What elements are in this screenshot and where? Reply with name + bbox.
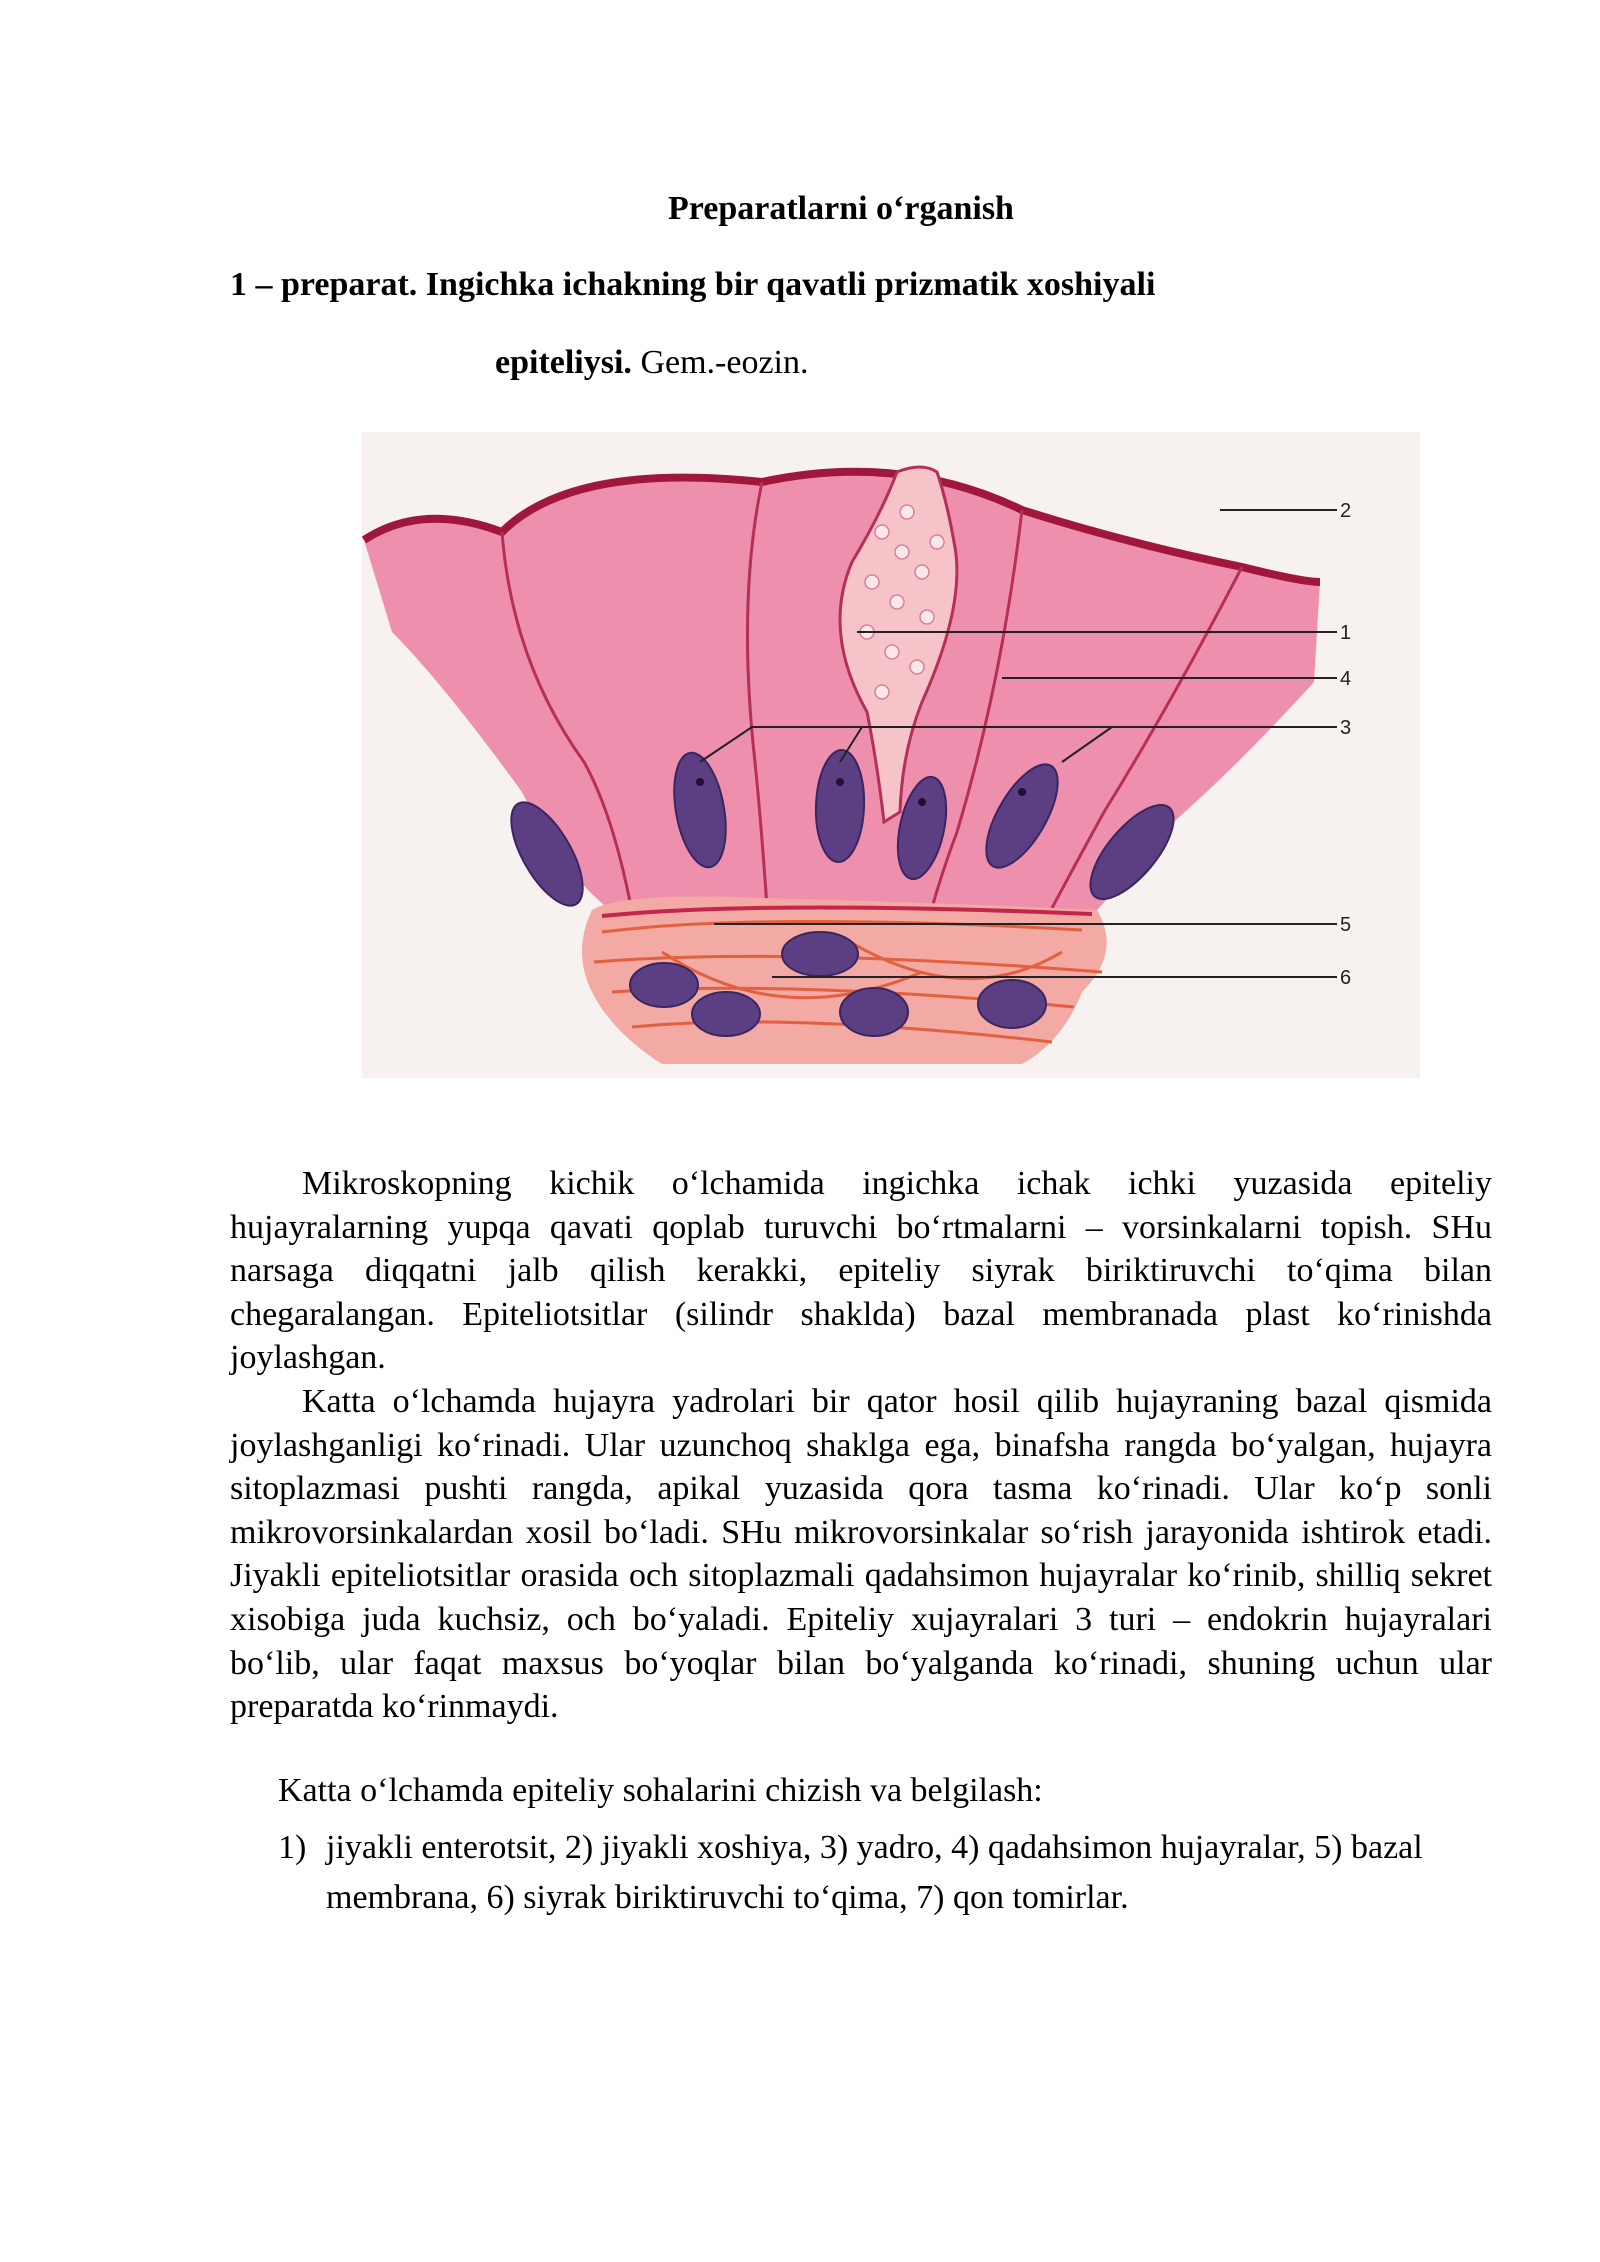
connective-nucleus (978, 980, 1046, 1028)
drawing-task-intro: Katta o‘lchamda epiteliy sohalarini chizish va belgilash: (278, 1772, 1043, 1809)
epithelium-micrograph-illustration (362, 432, 1420, 1078)
connective-nucleus (630, 963, 698, 1007)
description-text (230, 1162, 1492, 1729)
page-title: Preparatlarni o‘rganish (668, 190, 1014, 227)
connective-nucleus (782, 932, 858, 976)
figure-label-3: 3 (1340, 717, 1352, 739)
paragraph-low-magnification: Mikroskopning kichik o‘lchamida ingichka ichak ichki yuzasida epiteliy hujayralarning yupqa qavati qoplab turuvchi bo‘rtmalarni – vorsinkalarni topish. SHu narsaga diqqatni jalb qilish kerakki, epiteliy siyrak biriktiruvchi to‘qima bilan chegaralangan. Epiteliotsitlar (silindr shaklda) bazal membranada plast ko‘rinishda joylashgan. (230, 1165, 1492, 1377)
drawing-task-list (278, 1823, 1478, 1923)
preparation-title-bold: epiteliysi. (495, 344, 632, 381)
list-number: 1) (278, 1829, 307, 1866)
connective-nucleus (840, 988, 908, 1036)
figure-label-4: 4 (1340, 668, 1352, 690)
connective-nucleus (692, 992, 760, 1036)
list-item: jiyakli enterotsit, 2) jiyakli xoshiya, 3) yadro, 4) qadahsimon hujayralar, 5) bazal membrana, 6) siyrak biriktiruvchi to‘qima, 7) qon tomirlar. (326, 1829, 1423, 1916)
preparation-title-continued (495, 344, 808, 382)
stain-method: Gem.-eozin. (631, 344, 809, 381)
paragraph-high-magnification: Katta o‘lchamda hujayra yadrolari bir qator hosil qilib hujayraning bazal qismida joylashganligi ko‘rinadi. Ular uzunchoq shaklga ega, binafsha rangda bo‘yalgan, hujayra sitoplazmasi pushti rangda, apikal yuzasida qora tasma ko‘rinadi. Ular ko‘p sonli mikrovorsinkalardan xosil bo‘ladi. SHu mikrovorsinkalar so‘rish jarayonida ishtirok etadi. Jiyakli epiteliotsitlar orasida och sitoplazmali qadahsimon hujayralar ko‘rinib, shilliq sekret xisobiga juda kuchsiz, och bo‘yaladi. Epiteliy xujayralari 3 turi – endokrin hujayralari bo‘lib, ular faqat maxsus bo‘yoqlar bilan bo‘yalganda ko‘rinadi, shuning uchun ular preparatda ko‘rinmaydi. (230, 1382, 1492, 1726)
figure-label-5: 5 (1340, 914, 1352, 936)
figure-label-6: 6 (1340, 967, 1352, 989)
figure-label-1: 1 (1340, 622, 1352, 644)
preparation-title: 1 – preparat. Ingichka ichakning bir qavatli prizmatik xoshiyali (230, 266, 1156, 303)
figure-label-2: 2 (1340, 500, 1352, 522)
